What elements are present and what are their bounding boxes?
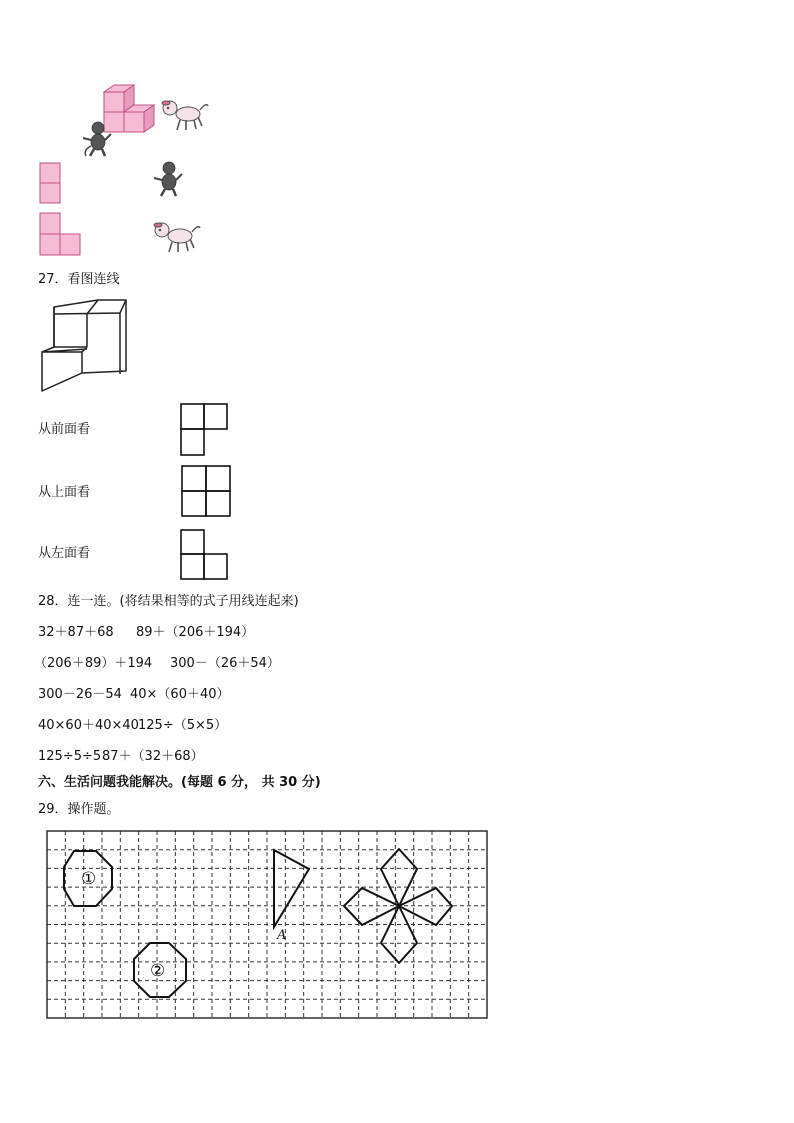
octagon-2-label: ② [150, 961, 166, 981]
q28-title: 28．连一连。(将结果相等的式子用线连起来) [38, 594, 299, 609]
q28-right-expr-3: 40×（60＋40） [130, 687, 230, 702]
view-shape-vertical [39, 162, 63, 204]
monkey-icon [80, 120, 116, 158]
q28-right-expr-2: 300－（26＋54） [170, 656, 280, 671]
view-option-3 [180, 529, 230, 583]
view-label-left: 从左面看 [38, 546, 91, 561]
view-shape-l [39, 212, 85, 256]
view-label-front: 从前面看 [38, 422, 91, 437]
section-6-title: 六、生活问题我能解决。(每题 6 分， 共 30 分) [38, 775, 321, 790]
q27-3d-shape [40, 299, 130, 394]
q27-title: 27．看图连线 [38, 272, 120, 287]
monkey-icon [151, 160, 187, 198]
q28-left-expr-1: 32＋87＋68 [38, 625, 114, 640]
q28-left-expr-4: 40×60＋40×40 [38, 718, 139, 733]
octagon-1-label: ① [81, 869, 97, 889]
q29-title: 29．操作题。 [38, 802, 120, 817]
view-label-top: 从上面看 [38, 485, 91, 500]
q28-right-expr-1: 89＋（206＋194） [136, 625, 255, 640]
dog-icon [152, 218, 202, 256]
q29-grid-figure [44, 829, 490, 1021]
point-a-label: A [277, 928, 287, 943]
q28-left-expr-5: 125÷5÷5 [38, 749, 102, 764]
q28-left-expr-3: 300－26－54 [38, 687, 122, 702]
q28-right-expr-5: 87＋（32＋68） [102, 749, 204, 764]
q28-right-expr-4: 125÷（5×5） [138, 718, 228, 733]
view-option-1 [180, 403, 230, 458]
q28-left-expr-2: （206＋89）＋194 [34, 656, 153, 671]
view-option-2 [181, 465, 233, 519]
dog-icon [160, 96, 210, 134]
